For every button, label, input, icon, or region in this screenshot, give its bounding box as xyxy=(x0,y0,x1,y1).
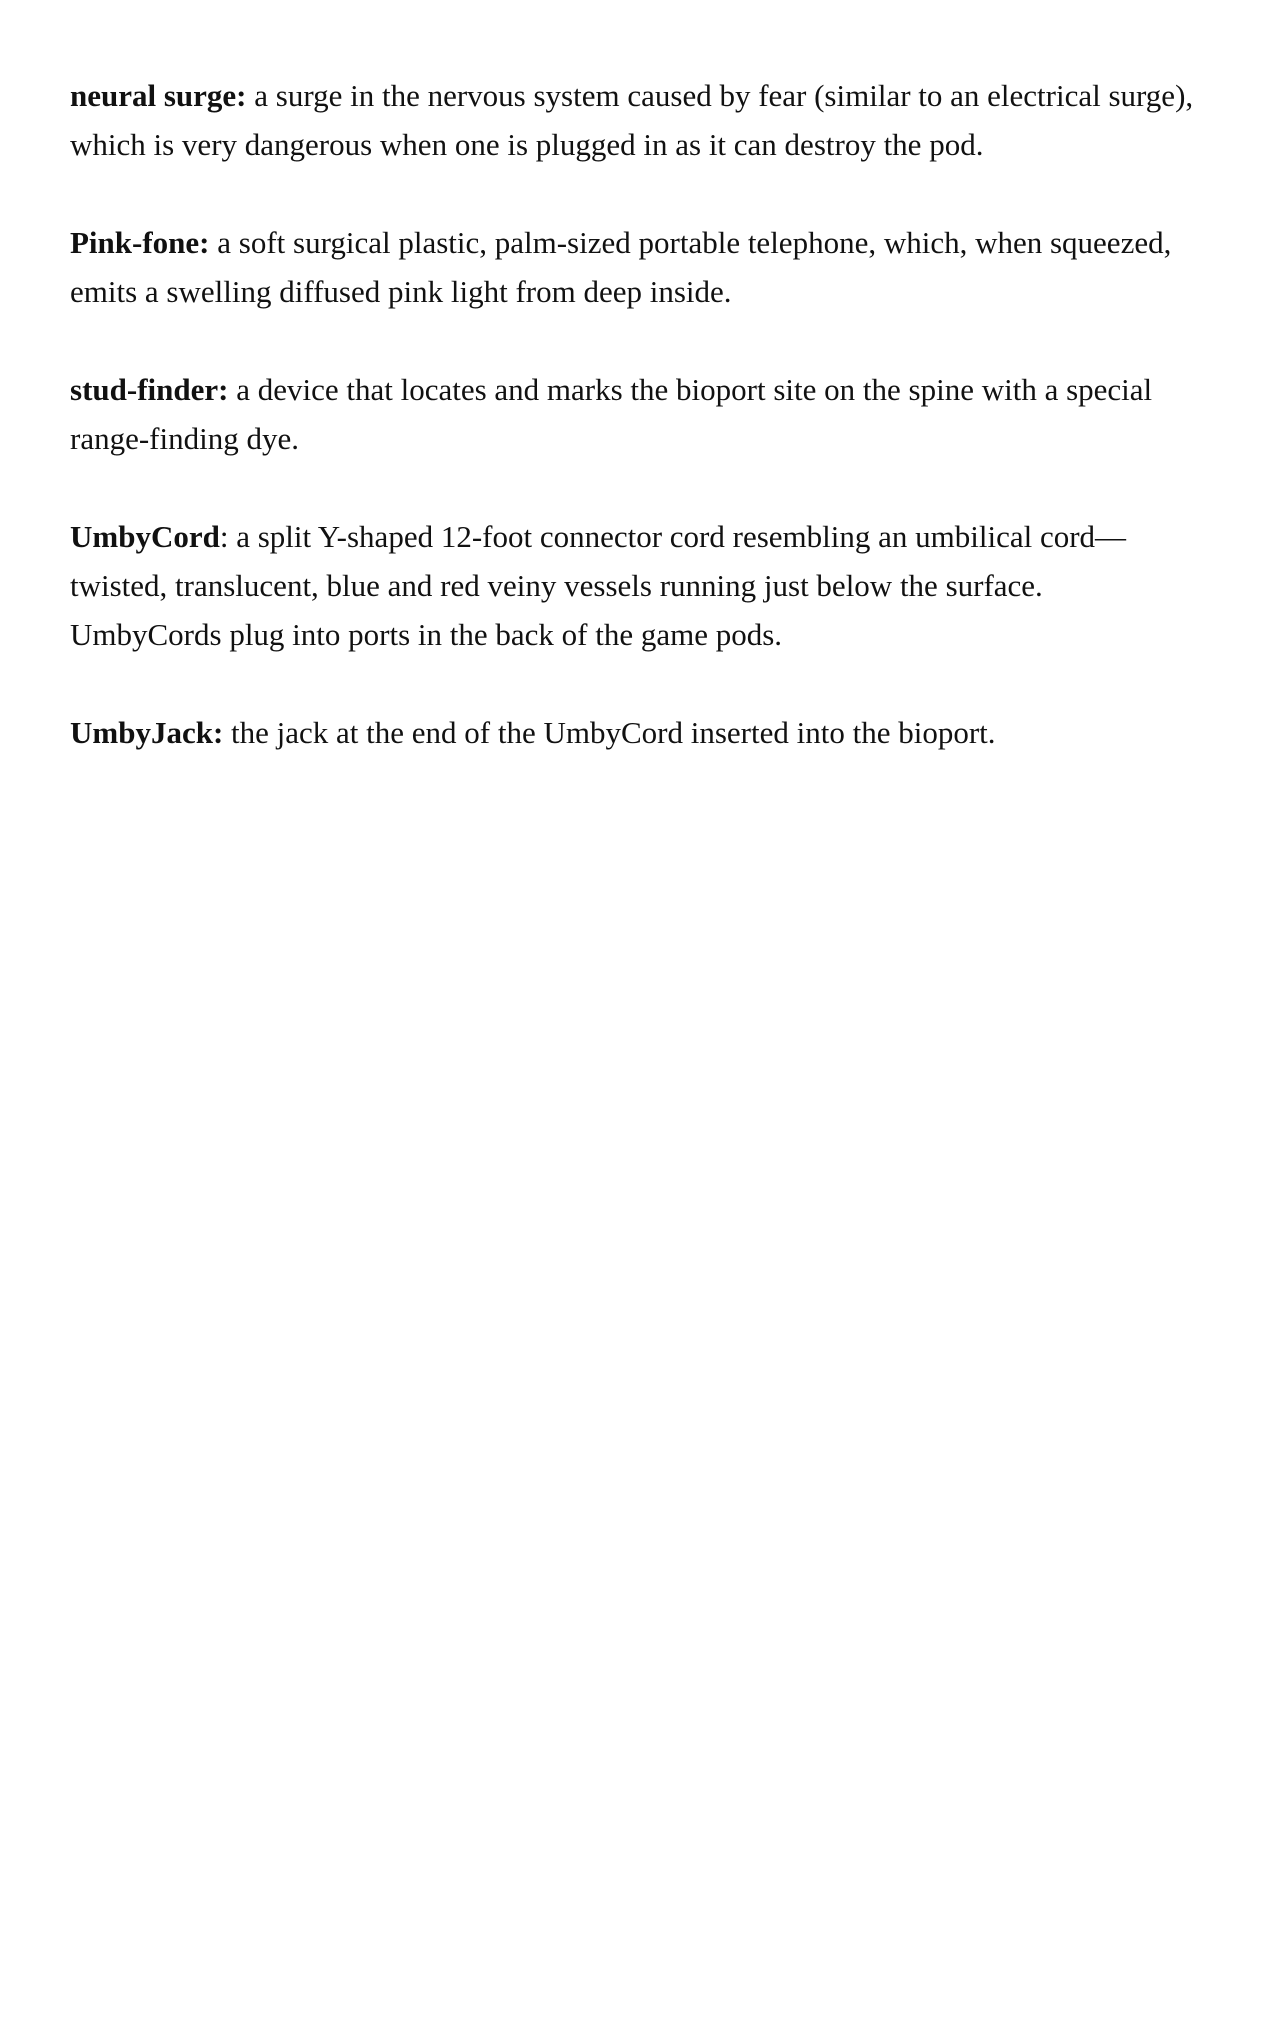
glossary-definition: the jack at the end of the UmbyCord inserted into the bioport. xyxy=(223,715,996,750)
glossary-term: stud-finder: xyxy=(70,372,229,407)
glossary-definition: a soft surgical plastic, palm-sized portable telephone, which, when squeezed, emits a swelling diffused pink light from deep inside. xyxy=(70,225,1172,309)
glossary-entry xyxy=(70,365,1200,463)
glossary-entry xyxy=(70,708,1200,757)
glossary-term: UmbyJack: xyxy=(70,715,224,750)
glossary-term: UmbyCord xyxy=(70,519,220,554)
glossary-entry xyxy=(70,71,1200,169)
glossary-definition: a surge in the nervous system caused by fear (similar to an electrical surge), which is very dangerous when one is plugged in as it can destroy the pod. xyxy=(70,78,1194,162)
glossary-definition: : a split Y-shaped 12-foot connector cord resembling an umbilical cord—twisted, translucent, blue and red veiny vessels running just below the surface. UmbyCords plug into ports in the back of the game pods. xyxy=(70,519,1127,652)
glossary-list xyxy=(70,71,1200,806)
glossary-term: neural surge: xyxy=(70,78,247,113)
glossary-term: Pink-fone: xyxy=(70,225,210,260)
glossary-entry xyxy=(70,218,1200,316)
glossary-entry xyxy=(70,512,1200,659)
glossary-definition: a device that locates and marks the bioport site on the spine with a special range-finding dye. xyxy=(70,372,1153,456)
